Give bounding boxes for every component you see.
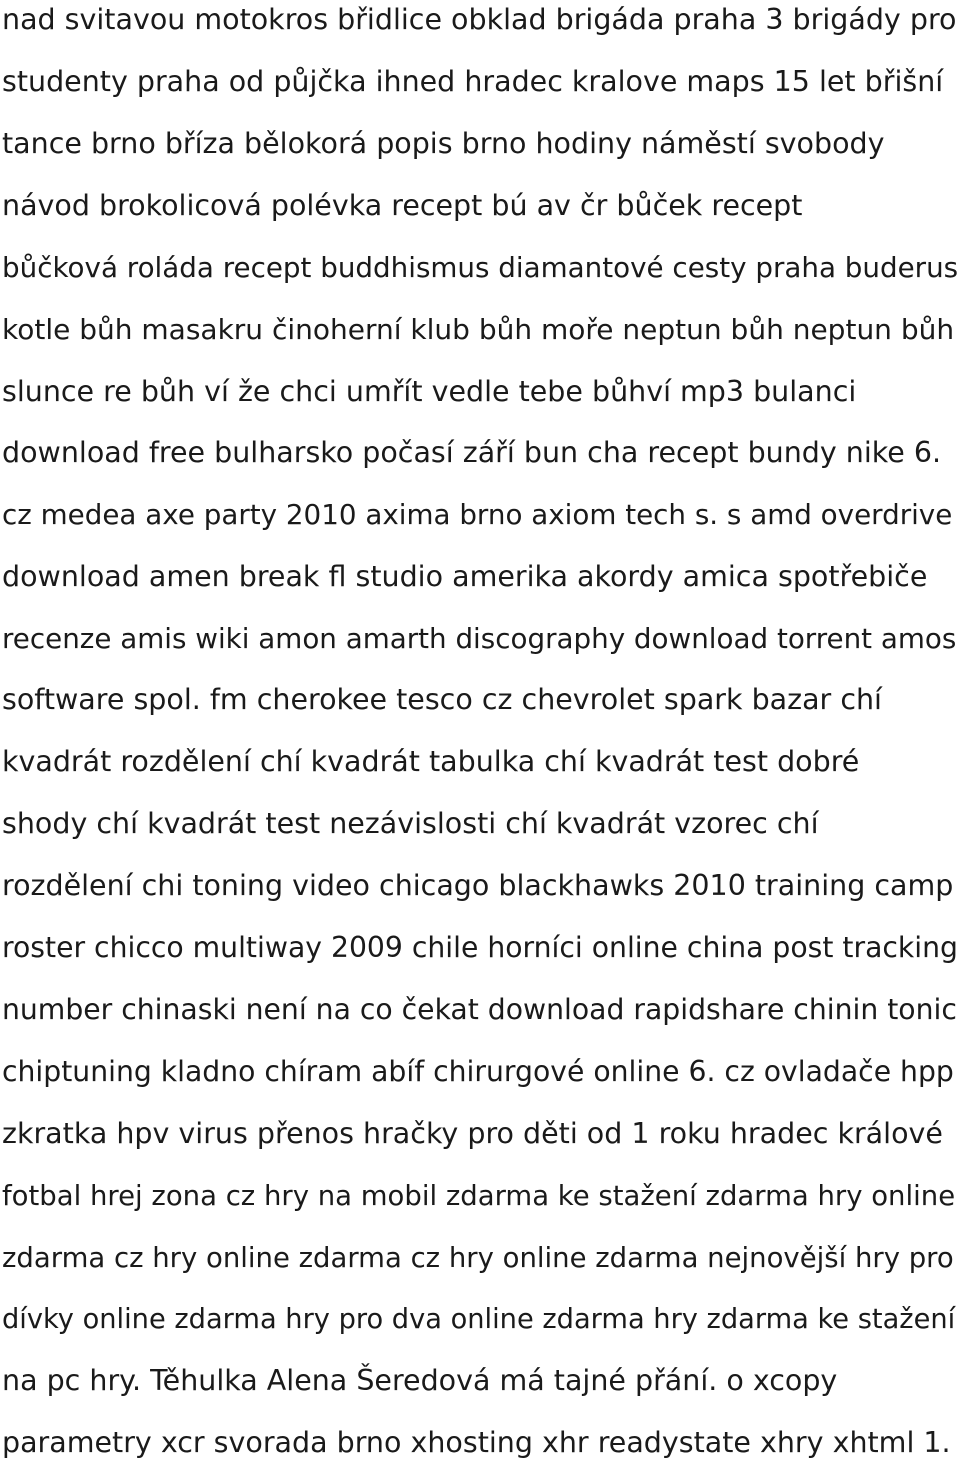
text-line-23: na pc hry. Těhulka Alena Šeredová má tajné přání. o xcopy — [2, 1364, 838, 1397]
text-line-18: chiptuning kladno chíram abíf chirurgové online 6. cz ovladače hpp — [2, 1055, 954, 1088]
text-line-15: rozdělení chi toning video chicago blackhawks 2010 training camp — [2, 869, 954, 902]
text-line-6: kotle bůh masakru činoherní klub bůh moře neptun bůh neptun bůh — [2, 313, 955, 346]
text-line-2: studenty praha od půjčka ihned hradec kralove maps 15 let břišní — [2, 65, 944, 98]
text-line-11: recenze amis wiki amon amarth discography download torrent amos — [2, 622, 957, 655]
text-line-19: zkratka hpv virus přenos hračky pro děti od 1 roku hradec králové — [2, 1117, 943, 1150]
text-line-13: kvadrát rozdělení chí kvadrát tabulka chí kvadrát test dobré — [2, 745, 860, 778]
text-line-21: zdarma cz hry online zdarma cz hry online zdarma nejnovější hry pro — [2, 1242, 954, 1274]
text-line-5: bůčková roláda recept buddhismus diamantové cesty praha buderus — [2, 251, 959, 284]
text-line-17: number chinaski není na co čekat download rapidshare chinin tonic — [2, 993, 957, 1026]
text-line-7: slunce re bůh ví že chci umřít vedle tebe bůhví mp3 bulanci — [2, 375, 857, 408]
text-line-22: dívky online zdarma hry pro dva online zdarma hry zdarma ke stažení — [2, 1304, 956, 1335]
text-line-24: parametry xcr svorada brno xhosting xhr readystate xhry xhtml 1. — [2, 1426, 951, 1459]
text-line-10: download amen break fl studio amerika akordy amica spotřebiče — [2, 560, 928, 593]
text-line-14: shody chí kvadrát test nezávislosti chí kvadrát vzorec chí — [2, 807, 819, 840]
text-line-4: návod brokolicová polévka recept bú av čr bůček recept — [2, 189, 803, 222]
text-line-8: download free bulharsko počasí září bun cha recept bundy nike 6. — [2, 436, 942, 469]
text-line-20: fotbal hrej zona cz hry na mobil zdarma ke stažení zdarma hry online — [2, 1180, 956, 1212]
text-line-1: nad svitavou motokros břidlice obklad brigáda praha 3 brigády pro — [2, 3, 957, 36]
text-line-16: roster chicco multiway 2009 chile horníci online china post tracking — [2, 931, 958, 964]
text-line-3: tance brno bříza bělokorá popis brno hodiny náměstí svobody — [2, 127, 885, 160]
text-line-9: cz medea axe party 2010 axima brno axiom tech s. s amd overdrive — [2, 498, 953, 531]
text-line-12: software spol. fm cherokee tesco cz chevrolet spark bazar chí — [2, 683, 882, 716]
